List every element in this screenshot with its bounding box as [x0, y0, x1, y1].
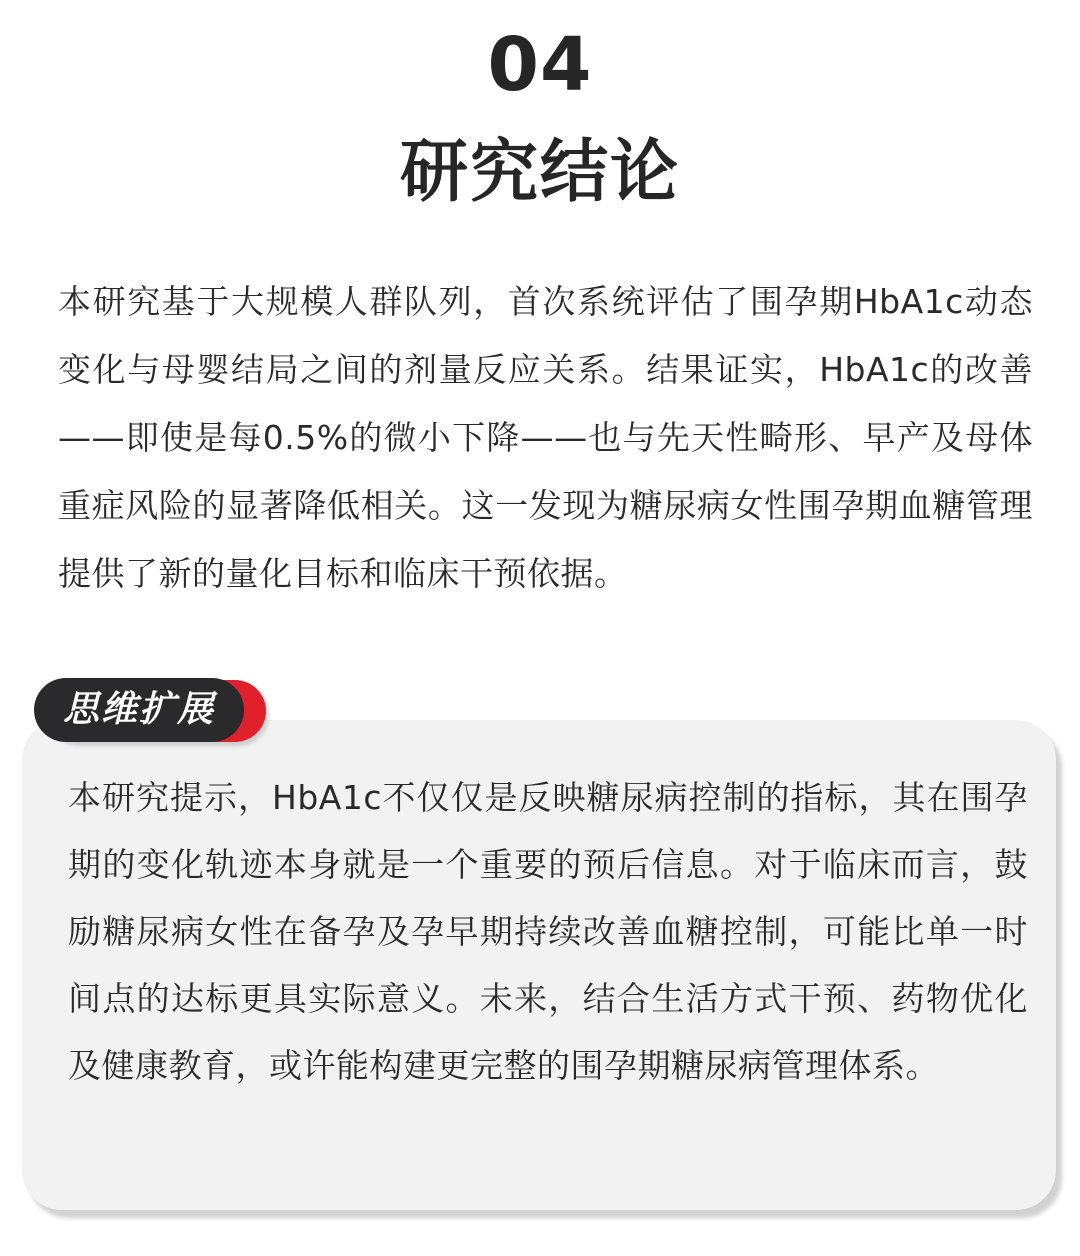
conclusion-paragraph: 本研究基于大规模人群队列，首次系统评估了围孕期HbA1c动态变化与母婴结局之间的剂量反应关系。结果证实，HbA1c的改善——即使是每0.5%的微小下降——也与先天性畸形、早产及母体重症风险的显著降低相关。这一发现为糖尿病女性围孕期血糖管理提供了新的量化目标和临床干预依据。	[58, 282, 1033, 593]
section-title: 研究结论	[399, 133, 680, 212]
section-number: 04	[487, 22, 593, 108]
extension-tag: 思维扩展	[34, 678, 244, 742]
extension-paragraph: 本研究提示，HbA1c不仅仅是反映糖尿病控制的指标，其在围孕期的变化轨迹本身就是一个重要的预后信息。对于临床而言，鼓励糖尿病女性在备孕及孕早期持续改善血糖控制，可能比单一时间点的达标更具实际意义。未来，结合生活方式干预、药物优化及健康教育，或许能构建更完整的围孕期糖尿病管理体系。	[68, 778, 1028, 1085]
